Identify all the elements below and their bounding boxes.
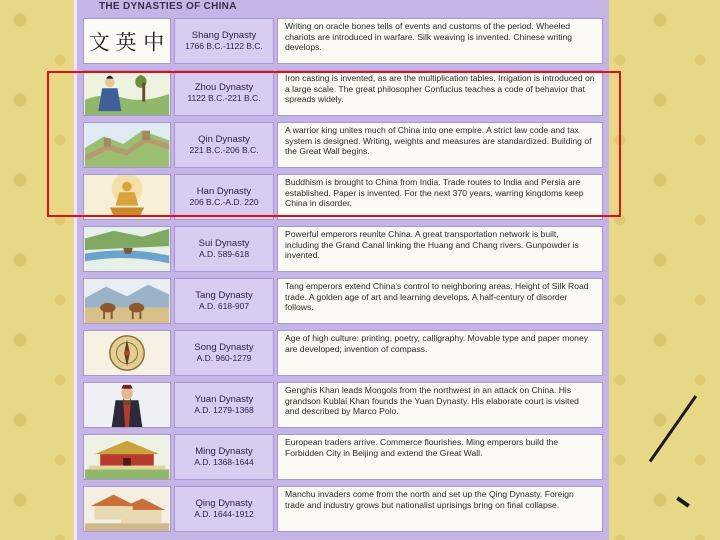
dynasty-name-cell [174,434,274,480]
character-glyph: 文 [88,29,110,55]
dynasty-dates: A.D. 1279-1368 [194,405,254,415]
dynasty-description: European traders arrive. Commerce flourishes. Ming emperors build the Forbidden City in Beijing and extend the Great Wall. [277,434,603,480]
dynasty-description: Manchu invaders come from the north and set up the Qing Dynasty. Foreign trade and industry grows but nationalist uprisings bring on final collapse. [277,486,603,532]
dynasty-name-cell [174,486,274,532]
camel-caravan-icon [83,278,171,324]
character-glyph: 英 [115,29,137,55]
dynasty-dates: 221 B.C.-206 B.C. [189,145,259,155]
dynasty-name: Sui Dynasty [198,238,250,249]
dynasty-dates: A.D. 1368-1644 [194,457,254,467]
dynasty-description: Buddhism is brought to China from India. Trade routes to India and Persia are established. Paper is invented. For the next 370 years, warring kingdoms keep China in disorder. [277,174,603,220]
dynasty-name: Zhou Dynasty [194,82,254,93]
dynasty-row [83,328,605,378]
dynasty-dates: A.D. 618-907 [198,301,250,311]
dynasty-row [83,224,605,274]
dynasty-dates: A.D. 960-1279 [196,353,252,363]
dynasty-name-cell [174,278,274,324]
dynasty-name-cell [174,18,274,64]
dynasty-name-cell [174,226,274,272]
dynasty-row [83,380,605,430]
dynasty-name: Tang Dynasty [195,290,253,301]
dynasty-dates: A.D. 589-618 [198,249,250,259]
highlight-box [47,71,621,217]
dynasty-row [83,432,605,482]
page-title: THE DYNASTIES OF CHINA [99,1,237,12]
dynasty-description: Writing on oracle bones tells of events and customs of the period. Wheeled chariots are introduced in warfare. Silk weaving is invented. Chinese writing develops. [277,18,603,64]
dynasty-row [83,16,605,66]
dynasty-row [83,484,605,534]
forbidden-city-icon [83,434,171,480]
grand-canal-icon [83,226,171,272]
dynasty-description: A warrior king unites much of China into one empire. A strict law code and tax system is designed. Writing, weights and measures are standardized. Building of the Great Wall begins. [277,122,603,168]
dynasty-description: Tang emperors extend China's control to neighboring areas. Height of Silk Road trade. A golden age of art and learning develops. A half-century of disorder follows. [277,278,603,324]
character-glyph: 中 [143,29,165,55]
dynasty-dates: 206 B.C.-A.D. 220 [189,197,259,207]
dynasty-row [83,276,605,326]
marco-polo-icon [83,382,171,428]
dynasty-name: Ming Dynasty [195,446,253,457]
trading-houses-icon [83,486,171,532]
compass-icon [83,330,171,376]
dynasty-name: Qing Dynasty [195,498,253,509]
dynasty-name-cell [174,330,274,376]
chinese-characters-icon [83,18,171,64]
dynasty-description: Genghis Khan leads Mongols from the northwest in an attack on China. His grandson Kublai Khan founds the Yuan Dynasty. His elaborate court is visited and described by Marco Polo. [277,382,603,428]
dynasty-description: Powerful emperors reunite China. A great transportation network is built, including the Grand Canal linking the Huang and Chang rivers. Gunpowder is invented. [277,226,603,272]
dynasty-name: Shang Dynasty [191,30,257,41]
dynasty-name: Qin Dynasty [198,134,250,145]
dynasty-name: Yuan Dynasty [194,394,254,405]
dynasty-description: Iron casting is invented, as are the multiplication tables. Irrigation is introduced on a large scale. The great philosopher Confucius teaches a code of behavior that spreads widely. [277,70,603,116]
dynasty-description: Age of high culture: printing, poetry, calligraphy. Movable type and paper money are developed; invention of compass. [277,330,603,376]
dynasty-dates: A.D. 1644-1912 [194,509,254,519]
dynasty-name: Song Dynasty [194,342,254,353]
dynasty-name-cell [174,382,274,428]
dynasty-name: Han Dynasty [196,186,252,197]
dynasty-dates: 1766 B.C.-1122 B.C. [185,41,263,51]
dynasty-dates: 1122 B.C.-221 B.C. [187,93,261,103]
